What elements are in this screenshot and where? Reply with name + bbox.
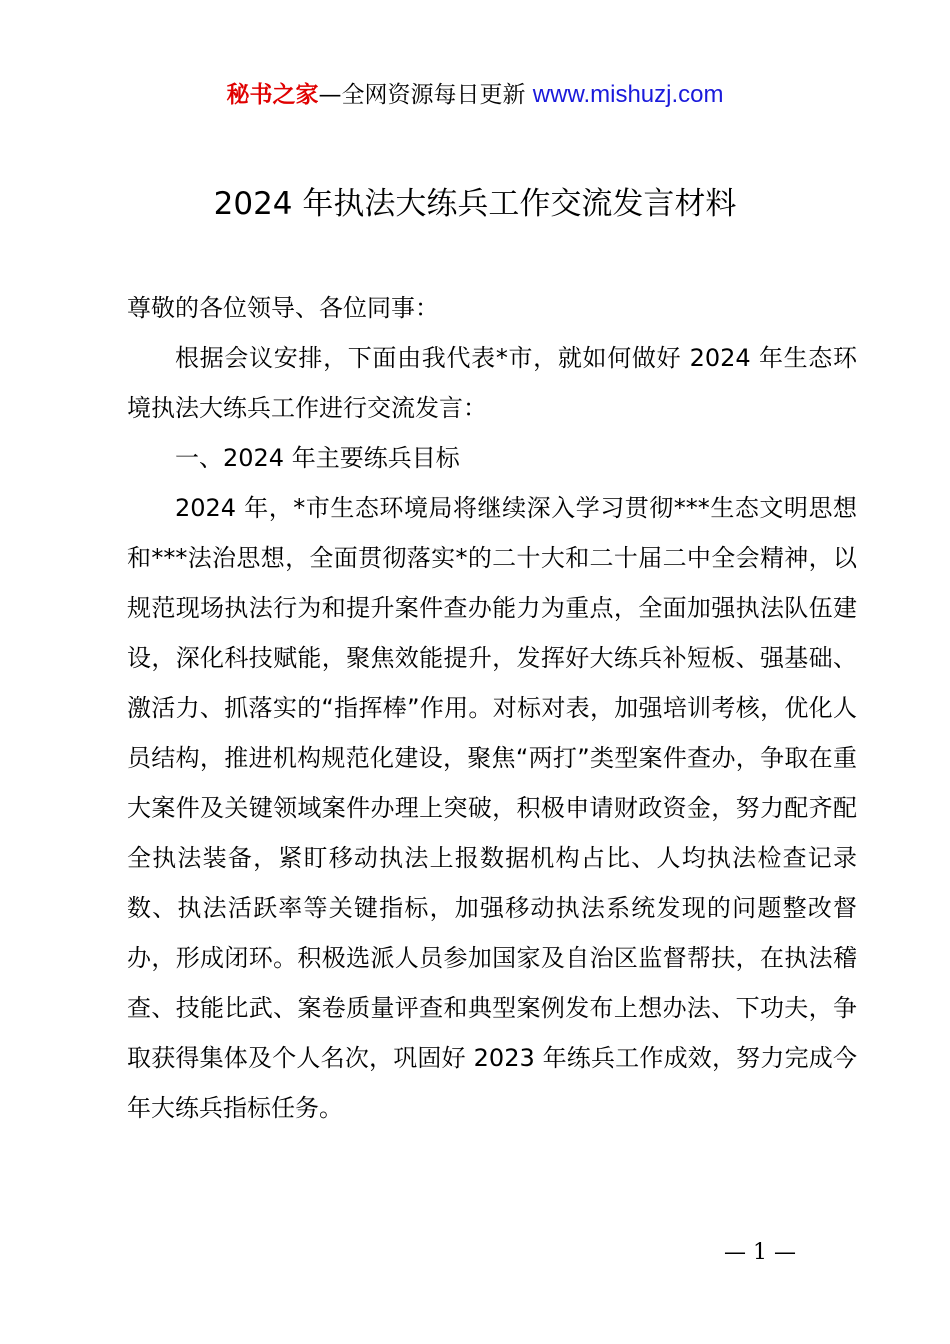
intro-paragraph: 根据会议安排，下面由我代表*市，就如何做好 2024 年生态环境执法大练兵工作进行交流发言： [127, 344, 857, 422]
body-paragraph: 2024 年，*市生态环境局将继续深入学习贯彻***生态文明思想和***法治思想，全面贯彻落实*的二十大和二十届二中全会精神，以规范现场执法行为和提升案件查办能力为重点，全面加强执法队伍建设，深化科技赋能，聚焦效能提升，发挥好大练兵补短板、强基础、激活力、抓落实的“指挥棒”作用。对标对表，加强培训考核，优化人员结构，推进机构规范化建设，聚焦“两打”类型案件查办，争取在重大案件及关键领域案件办理上突破，积极申请财政资金，努力配齐配全执法装备，紧盯移动执法上报数据机构占比、人均执法检查记录数、执法活跃率等关键指标，加强移动执法系统发现的问题整改督办，形成闭环。积极选派人员参加国家及自治区监督帮扶，在执法稽查、技能比武、案卷质量评查和典型案例发布上想办法、下功夫，争取获得集体及个人名次，巩固好 2023 年练兵工作成效，努力完成今年大练兵指标任务。 [127, 494, 857, 1122]
section-heading: 一、2024 年主要练兵目标 [175, 444, 460, 472]
document-title: 2024 年执法大练兵工作交流发言材料 [213, 186, 737, 222]
salutation: 尊敬的各位领导、各位同事： [127, 294, 439, 322]
page-number: — 1 — [724, 1240, 796, 1265]
site-header [0, 78, 950, 112]
site-url-link[interactable]: www.mishuzj.com [532, 81, 724, 108]
site-brand: 秘书之家 [226, 82, 319, 108]
document-body [127, 283, 857, 1133]
site-tagline: —全网资源每日更新 [318, 82, 533, 108]
